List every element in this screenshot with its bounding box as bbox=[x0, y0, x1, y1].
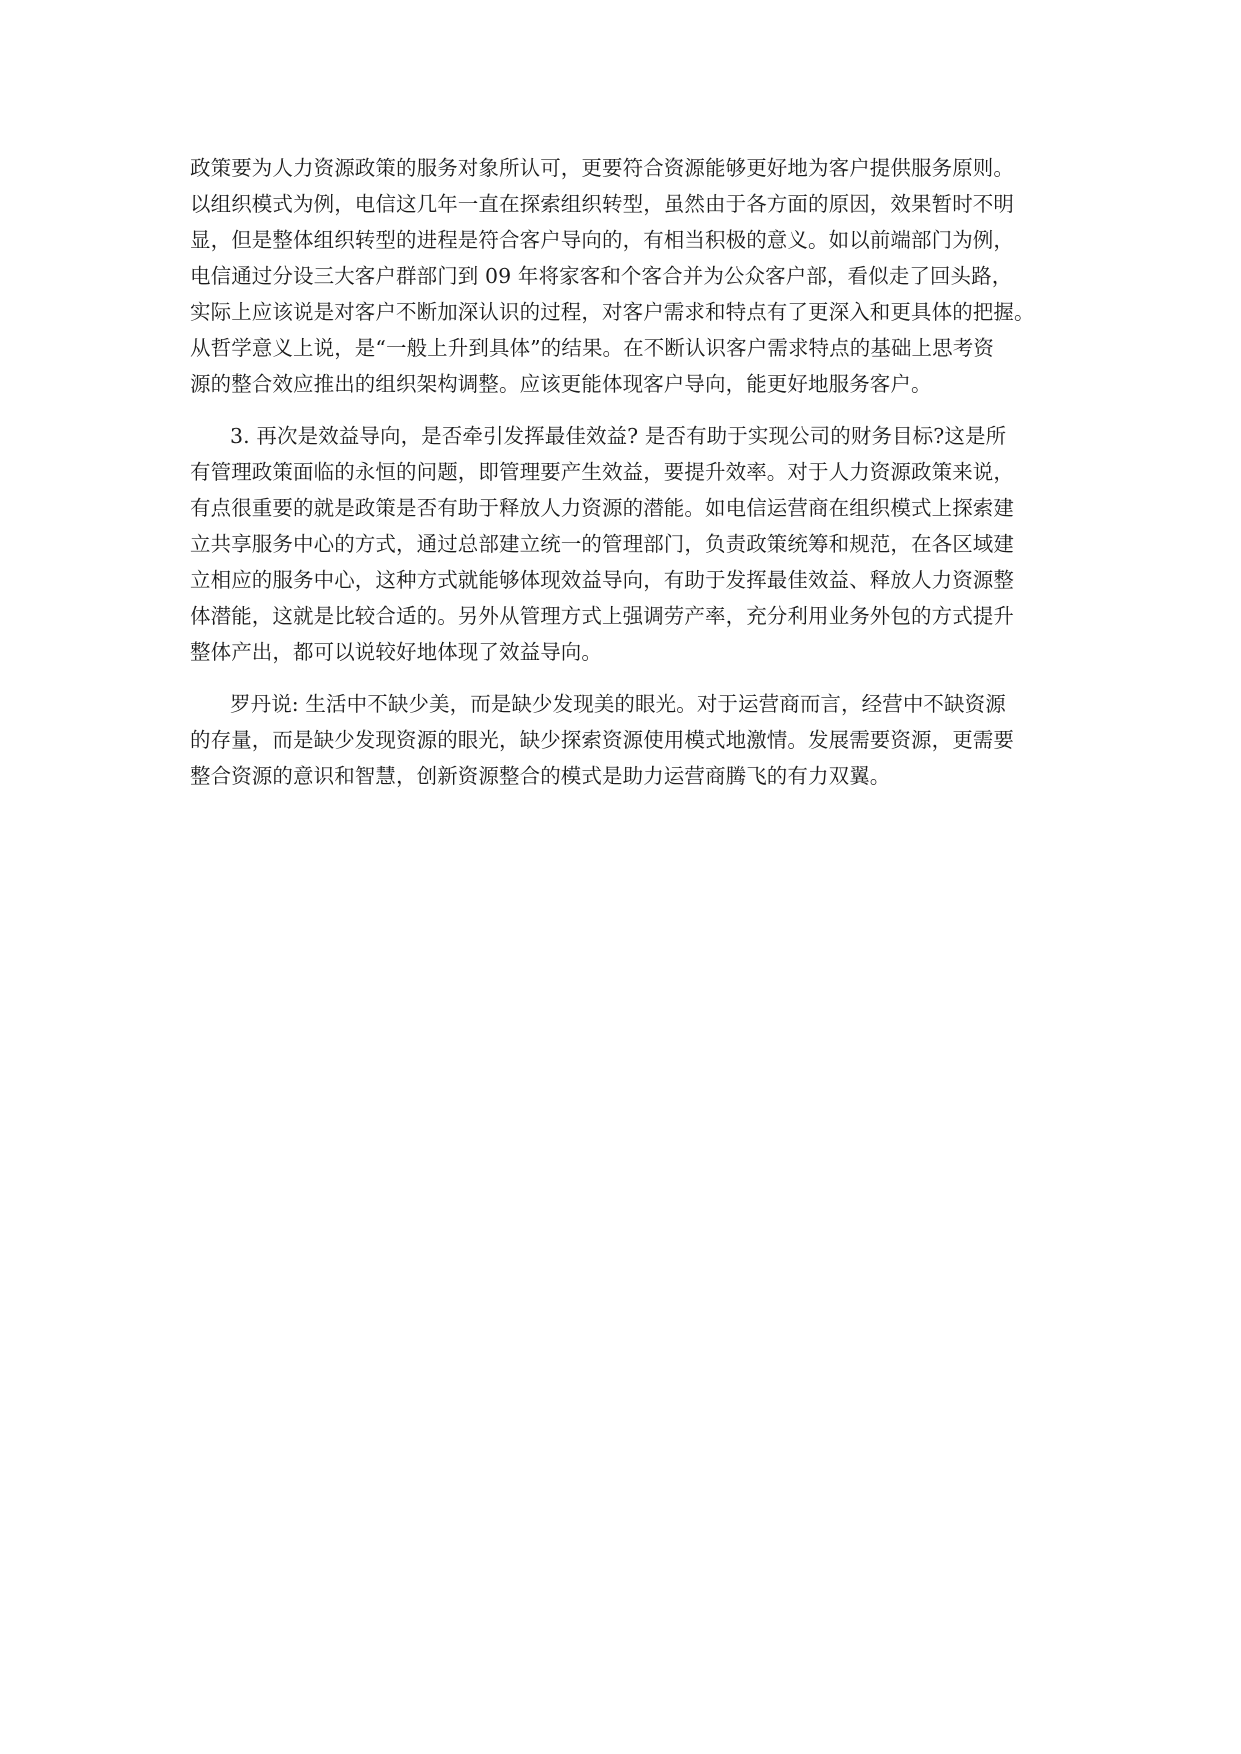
text-line: 显，但是整体组织转型的进程是符合客户导向的，有相当积极的意义。如以前端部门为例， bbox=[190, 228, 1014, 252]
text-line: 电信通过分设三大客户群部门到 09 年将家客和个客合并为公众客户部，看似走了回头路， bbox=[190, 264, 1013, 288]
text-line: 罗丹说: 生活中不缺少美，而是缺少发现美的眼光。对于运营商而言，经营中不缺资源 bbox=[230, 692, 1006, 716]
text-line: 立共享服务中心的方式，通过总部建立统一的管理部门，负责政策统筹和规范，在各区域建 bbox=[190, 532, 1014, 556]
text-line: 有点很重要的就是政策是否有助于释放人力资源的潜能。如电信运营商在组织模式上探索建 bbox=[190, 496, 1014, 520]
text-line: 整合资源的意识和智慧，创新资源整合的模式是助力运营商腾飞的有力双翼。 bbox=[190, 764, 891, 788]
paragraph-conclusion bbox=[190, 686, 1056, 794]
text-line: 实际上应该说是对客户不断加深认识的过程，对客户需求和特点有了更深入和更具体的把握。 bbox=[190, 300, 1035, 324]
text-line: 3. 再次是效益导向，是否牵引发挥最佳效益? 是否有助于实现公司的财务目标?这是所 bbox=[230, 424, 1007, 448]
text-line: 以组织模式为例，电信这几年一直在探索组织转型，虽然由于各方面的原因，效果暂时不明 bbox=[190, 192, 1014, 216]
text-line: 从哲学意义上说，是“一般上升到具体”的结果。在不断认识客户需求特点的基础上思考资 bbox=[190, 336, 994, 360]
document-body bbox=[190, 150, 1056, 794]
paragraph-benefit-orientation bbox=[190, 418, 1056, 670]
text-line: 体潜能，这就是比较合适的。另外从管理方式上强调劳产率，充分利用业务外包的方式提升 bbox=[190, 604, 1014, 628]
text-line: 立相应的服务中心，这种方式就能够体现效益导向，有助于发挥最佳效益、释放人力资源整 bbox=[190, 568, 1014, 592]
text-line: 政策要为人力资源政策的服务对象所认可，更要符合资源能够更好地为客户提供服务原则。 bbox=[190, 156, 1014, 180]
text-line: 有管理政策面临的永恒的问题，即管理要产生效益，要提升效率。对于人力资源政策来说， bbox=[190, 460, 1014, 484]
text-line: 源的整合效应推出的组织架构调整。应该更能体现客户导向，能更好地服务客户。 bbox=[190, 372, 932, 396]
text-line: 的存量，而是缺少发现资源的眼光，缺少探索资源使用模式地激情。发展需要资源，更需要 bbox=[190, 728, 1014, 752]
paragraph-org-model bbox=[190, 150, 1056, 402]
text-line: 整体产出，都可以说较好地体现了效益导向。 bbox=[190, 640, 602, 664]
